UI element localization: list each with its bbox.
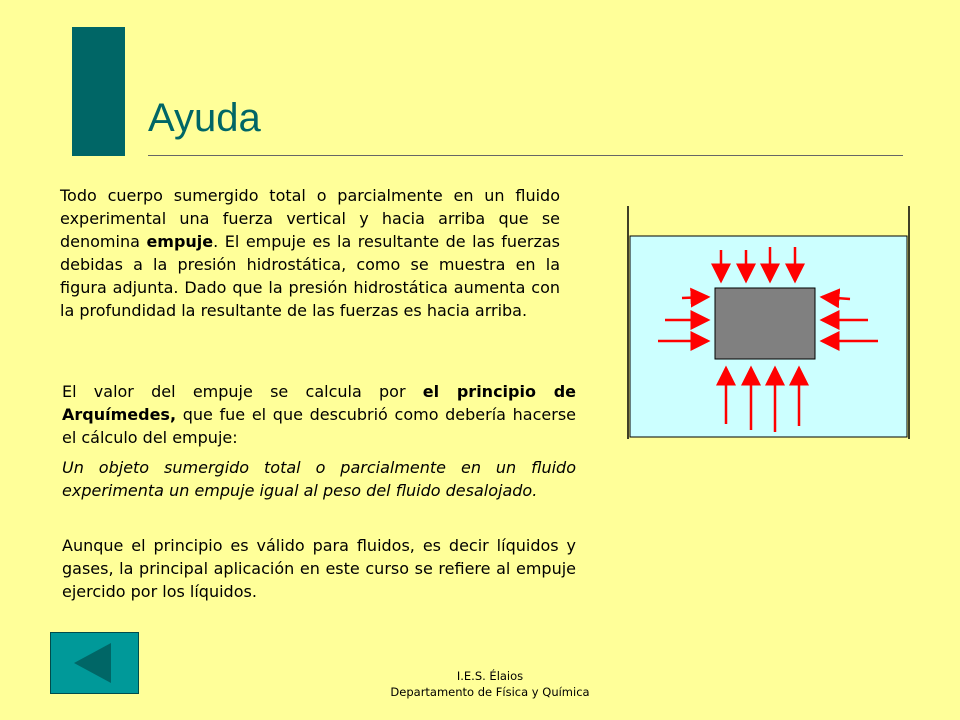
p2-text-a: El valor del empuje se calcula por bbox=[62, 382, 423, 401]
submerged-block bbox=[715, 288, 815, 359]
paragraph-empuje-definition bbox=[60, 184, 560, 322]
slide-title: Ayuda bbox=[148, 96, 261, 140]
footer bbox=[310, 668, 670, 700]
footer-school: I.E.S. Élaios bbox=[456, 669, 524, 683]
p2-text-b: que fue el que descubrió como debería hacerse el cálculo del empuje: bbox=[62, 405, 576, 447]
accent-bar bbox=[72, 27, 125, 156]
p1-text-a: Todo cuerpo sumergido total o parcialmente en un fluido experimental una fuerza vertical y hacia arriba que se denomina bbox=[60, 186, 560, 251]
paragraph-arquimedes-intro bbox=[62, 380, 576, 449]
p1-term-empuje: empuje bbox=[146, 232, 214, 251]
title-underline bbox=[148, 155, 903, 156]
pressure-figure bbox=[620, 200, 920, 445]
p1-text-b: . El empuje es la resultante de las fuerzas debidas a la presión hidrostática, como se muestra en la figura adjunta. Dado que la presión hidrostática aumenta con la profundidad la resultante de las fuerzas es hacia arriba. bbox=[60, 232, 561, 320]
p2-term-principio: el principio de Arquímedes, bbox=[62, 382, 577, 424]
back-button[interactable] bbox=[50, 632, 139, 694]
force-arrow-left-1 bbox=[682, 297, 708, 298]
paragraph-application: Aunque el principio es válido para fluidos, es decir líquidos y gases, la principal aplicación en este curso se refiere al empuje ejercido por los líquidos. bbox=[62, 536, 576, 601]
paragraph-principle-statement: Un objeto sumergido total o parcialmente en un fluido experimenta un empuje igual al peso del fluido desalojado. bbox=[62, 458, 576, 500]
back-arrow-icon bbox=[51, 633, 138, 693]
footer-department: Departamento de Física y Química bbox=[390, 685, 590, 699]
